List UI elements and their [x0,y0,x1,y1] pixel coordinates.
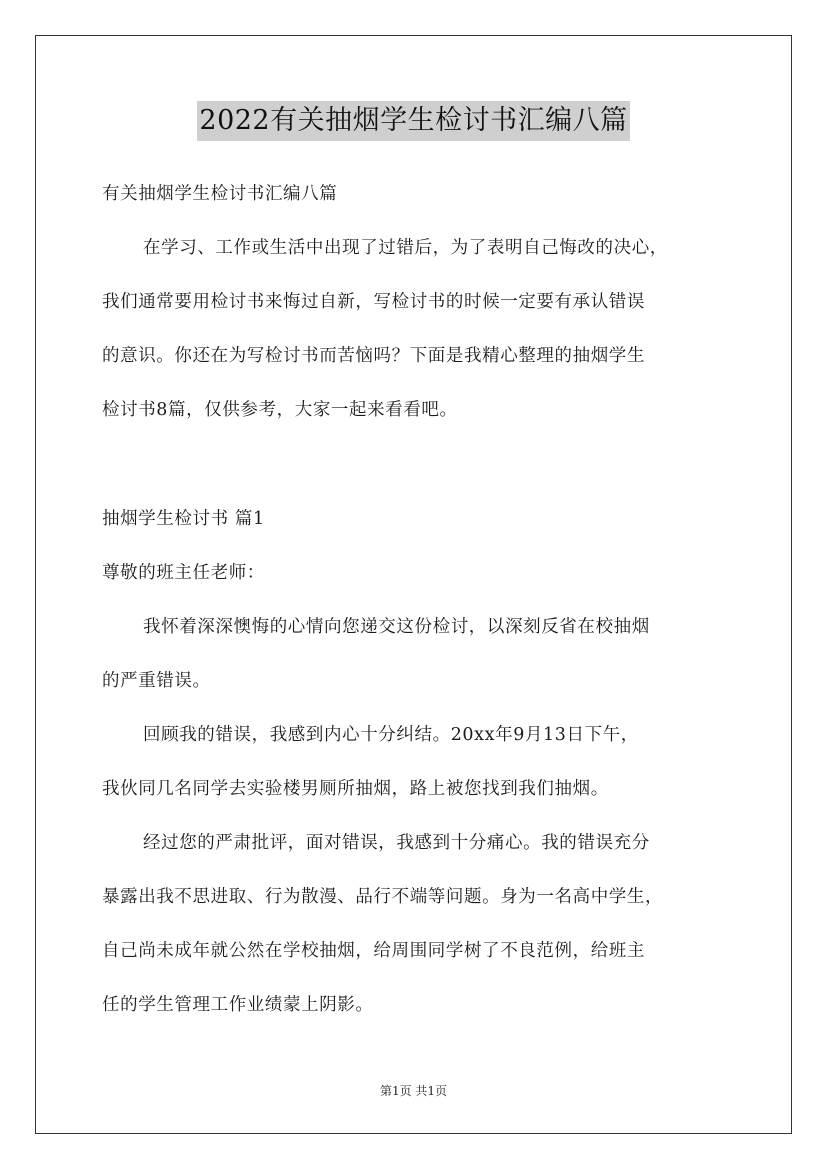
body-line-2: 的严重错误。 [102,671,211,691]
body-line-8: 任的学生管理工作业绩蒙上阴影。 [102,995,374,1015]
body-line-6: 暴露出我不思进取、行为散漫、品行不端等问题。身为一名高中学生， [102,887,664,907]
intro-line-4: 检讨书8篇，仅供参考，大家一起来看看吧。 [102,400,458,420]
body-line-3: 回顾我的错误，我感到内心十分纠结。20xx年9月13日下午， [143,725,639,745]
page-footer: 第1页 共1页 [379,1084,448,1098]
intro-line-3: 的意识。你还在为写检讨书而苦恼吗？下面是我精心整理的抽烟学生 [102,346,645,366]
section-heading-1: 抽烟学生检讨书 篇1 [102,509,265,529]
intro-line-2: 我们通常要用检讨书来悔过自新，写检讨书的时候一定要有承认错误 [102,292,645,312]
body-line-1: 我怀着深深懊悔的心情向您递交这份检讨，以深刻反省在校抽烟 [143,617,650,637]
title-container [0,101,827,141]
salutation-line: 尊敬的班主任老师： [102,563,265,583]
document-title: 2022有关抽烟学生检讨书汇编八篇 [197,101,629,141]
subtitle-line: 有关抽烟学生检讨书汇编八篇 [102,184,338,204]
body-line-4: 我伙同几名同学去实验楼男厕所抽烟，路上被您找到我们抽烟。 [102,779,609,799]
intro-line-1: 在学习、工作或生活中出现了过错后，为了表明自己悔改的决心， [143,238,668,258]
body-line-7: 自己尚未成年就公然在学校抽烟，给周围同学树了不良范例，给班主 [102,941,645,961]
body-line-5: 经过您的严肃批评，面对错误，我感到十分痛心。我的错误充分 [143,833,650,853]
